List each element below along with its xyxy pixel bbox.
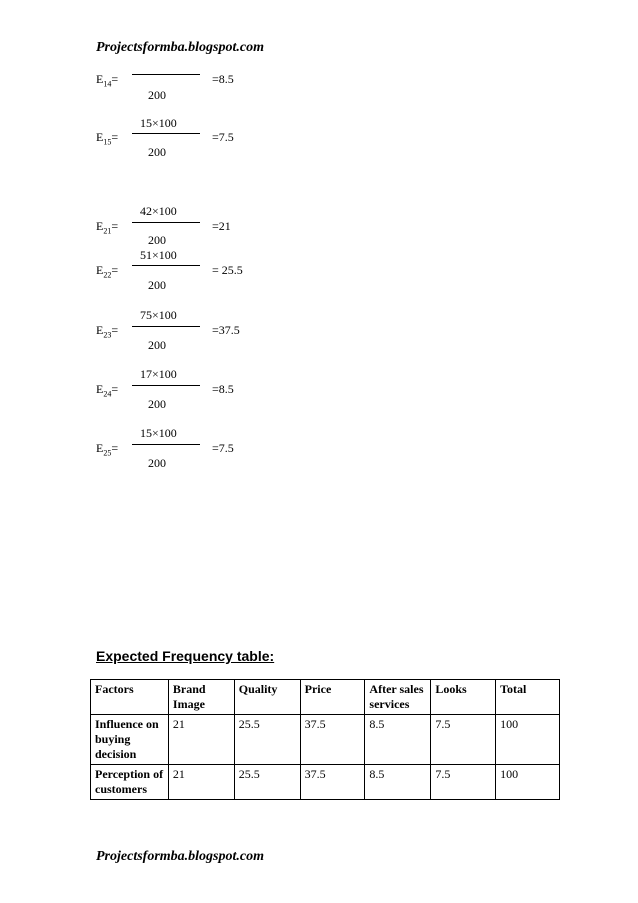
equation-result: =8.5 <box>212 382 234 396</box>
fraction-line <box>132 133 200 134</box>
denominator: 200 <box>148 456 166 470</box>
numerator: 75×100 <box>140 308 177 322</box>
column-header: Total <box>496 680 560 715</box>
equation-e25 <box>96 426 296 478</box>
column-header: Price <box>300 680 365 715</box>
table-cell: 100 <box>496 765 560 800</box>
header-site: Projectsformba.blogspot.com <box>96 40 264 55</box>
equation-result: = 25.5 <box>212 263 243 277</box>
fraction-line <box>132 222 200 223</box>
equation-label: $E_{22}=$ <box>96 263 119 280</box>
fraction-line <box>132 444 200 445</box>
denominator: 200 <box>148 88 166 102</box>
table-cell: Influence on buying decision <box>91 715 169 765</box>
denominator: 200 <box>148 278 166 292</box>
equation-e14 <box>96 60 296 112</box>
numerator: 15×100 <box>140 426 177 440</box>
table-title: Expected Frequency table: <box>96 648 275 664</box>
table-cell: 21 <box>168 765 234 800</box>
equation-label: $E_{24}=$ <box>96 382 119 399</box>
equation-result: =21 <box>212 219 231 233</box>
fraction-line <box>132 385 200 386</box>
equation-e23 <box>96 308 296 360</box>
equation-e22 <box>96 248 296 300</box>
table-row <box>91 715 560 765</box>
fraction-line <box>132 74 200 75</box>
column-header: Factors <box>91 680 169 715</box>
denominator: 200 <box>148 338 166 352</box>
table-cell: 21 <box>168 715 234 765</box>
equation-label: $E_{23}=$ <box>96 323 119 340</box>
column-header: After sales services <box>365 680 431 715</box>
table-cell: Perception of customers <box>91 765 169 800</box>
table-cell: 8.5 <box>365 715 431 765</box>
equation-label: $E_{21}=$ <box>96 219 119 236</box>
table-cell: 8.5 <box>365 765 431 800</box>
table-cell: 100 <box>496 715 560 765</box>
table-header-row <box>91 680 560 715</box>
footer-site: Projectsformba.blogspot.com <box>96 849 264 864</box>
equation-label: $E_{15}=$ <box>96 130 119 147</box>
equation-e24 <box>96 367 296 419</box>
table-cell: 25.5 <box>234 715 300 765</box>
numerator: 42×100 <box>140 204 177 218</box>
fraction-line <box>132 265 200 266</box>
equation-result: =7.5 <box>212 130 234 144</box>
column-header: Brand Image <box>168 680 234 715</box>
fraction-line <box>132 326 200 327</box>
equation-label: $E_{14}=$ <box>96 72 119 89</box>
equation-result: =8.5 <box>212 72 234 86</box>
table-cell: 7.5 <box>431 765 496 800</box>
equation-label: $E_{25}=$ <box>96 441 119 458</box>
numerator: 17×100 <box>140 367 177 381</box>
denominator: 200 <box>148 397 166 411</box>
table-cell: 37.5 <box>300 715 365 765</box>
denominator: 200 <box>148 145 166 159</box>
table-cell: 7.5 <box>431 715 496 765</box>
expected-frequency-table <box>90 679 560 800</box>
equation-result: =7.5 <box>212 441 234 455</box>
table-row <box>91 765 560 800</box>
column-header: Looks <box>431 680 496 715</box>
table-cell: 25.5 <box>234 765 300 800</box>
numerator: 51×100 <box>140 248 177 262</box>
equation-e15 <box>96 116 296 168</box>
column-header: Quality <box>234 680 300 715</box>
table-cell: 37.5 <box>300 765 365 800</box>
equation-result: =37.5 <box>212 323 240 337</box>
numerator: 15×100 <box>140 116 177 130</box>
denominator: 200 <box>148 233 166 247</box>
